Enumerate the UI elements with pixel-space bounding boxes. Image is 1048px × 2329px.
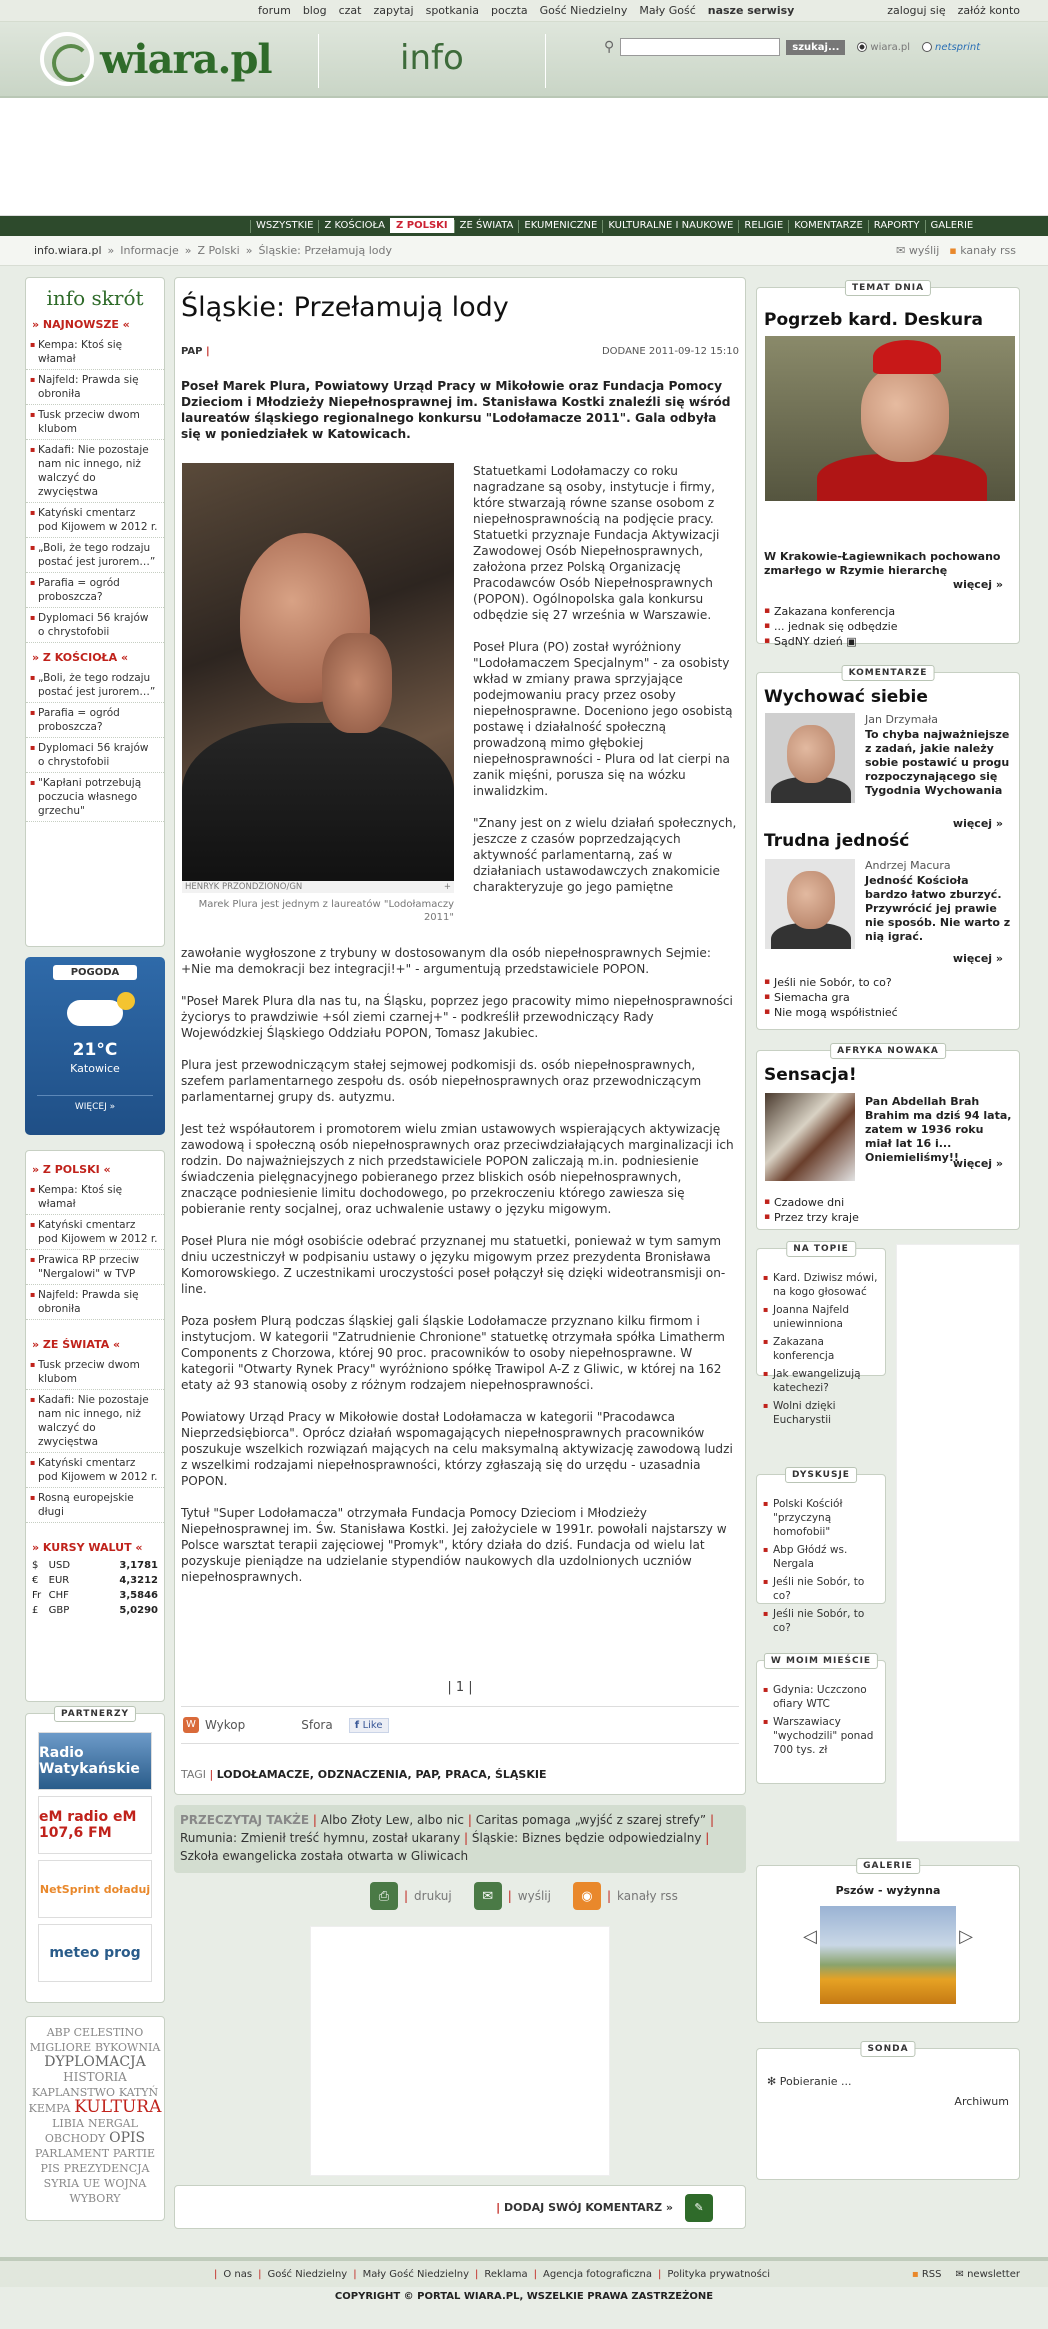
search-button[interactable]: szukaj... xyxy=(786,40,845,55)
link-blog[interactable]: blog xyxy=(302,4,327,17)
comment-author[interactable]: Andrzej Macura xyxy=(865,859,951,872)
currency-row: $ USD 3,1781 xyxy=(32,1560,158,1571)
list-item[interactable]: ▪ Rosną europejskie długi xyxy=(26,1488,164,1523)
list-item[interactable]: ▪ Nie mogą współistnieć xyxy=(764,1005,1012,1020)
search-input[interactable] xyxy=(620,38,780,56)
related-link[interactable]: Szkoła ewangelicka została otwarta w Gliwicach xyxy=(180,1849,469,1863)
temat-photo[interactable] xyxy=(765,336,1015,501)
read-also-label: PRZECZYTAJ TAKŻE xyxy=(180,1813,310,1827)
account-links xyxy=(887,4,1020,17)
site-logo[interactable] xyxy=(40,32,272,86)
pencil-icon: ✎ xyxy=(685,2194,713,2222)
sfora-button[interactable]: Sfora xyxy=(301,1718,333,1732)
facebook-icon: f xyxy=(354,1719,363,1731)
register-link[interactable]: załóż konto xyxy=(957,4,1020,17)
mail-icon: ✉ xyxy=(955,2269,968,2280)
list-item[interactable]: ▪ Tusk przeciw dwom klubom xyxy=(26,1355,164,1390)
tag-link[interactable]: BYKOWNIA xyxy=(94,2041,161,2054)
weather-more-link[interactable]: WIĘCEJ » xyxy=(37,1095,153,1112)
ze-swiata-list xyxy=(26,1355,164,1523)
footer: | O nas | Gość Niedzielny | Mały Gość Niedzielny | Reklama | Agencja fotograficzna | Polityka prywatności ▪ RSS ✉ newsletter xyxy=(0,2257,1048,2287)
list-item[interactable]: ▪ Wolni dzięki Eucharystii xyxy=(763,1397,879,1429)
footer-rss[interactable]: ▪ RSS xyxy=(911,2269,942,2280)
tag-link[interactable]: KATYŃ xyxy=(118,2086,159,2099)
list-item[interactable]: ▪ Parafia = ogród proboszcza? xyxy=(26,573,164,608)
w-moim-miescie-label: W MOIM MIEŚCIE xyxy=(764,1653,878,1669)
partners-box xyxy=(25,1709,165,2003)
tag-link[interactable]: PREZYDENCJA xyxy=(63,2162,150,2175)
partners-label: PARTNERZY xyxy=(54,1706,136,1722)
list-item[interactable]: ▪ Tusk przeciw dwom klubom xyxy=(26,405,164,440)
tag-cloud xyxy=(25,2016,165,2221)
tag-link[interactable]: PARLAMENT xyxy=(34,2147,110,2160)
article-meta: PAP | DODANE 2011-09-12 15:10 xyxy=(181,346,739,357)
crumb-home[interactable]: info.wiara.pl xyxy=(34,244,102,257)
tag-link[interactable]: KULTURA xyxy=(74,2097,162,2117)
list-item[interactable]: ▪ Siemacha gra xyxy=(764,990,1012,1005)
comment-title[interactable]: Trudna jedność xyxy=(764,831,910,851)
logo-swirl-icon xyxy=(40,32,94,86)
link-zapytaj[interactable]: zapytaj xyxy=(373,4,414,17)
list-item[interactable]: ▪ Polski Kościół "przyczyną homofobii" xyxy=(763,1495,879,1541)
ze-swiata-heading: » ZE ŚWIATA « xyxy=(32,1338,121,1351)
radio-icon xyxy=(857,42,867,52)
article-tools xyxy=(370,1882,678,1910)
spinner-icon: ✻ xyxy=(767,2075,780,2088)
list-item[interactable]: ▪ Czadowe dni xyxy=(764,1195,1012,1210)
partly-cloudy-icon xyxy=(67,1000,123,1026)
list-item[interactable]: ▪ Katyński cmentarz pod Kijowem w 2012 r. xyxy=(26,503,164,538)
list-item[interactable]: ▪ „Boli, że tego rodzaju postać jest jurorem…” xyxy=(26,668,164,703)
list-item[interactable]: ▪ SądNY dzień ▣ xyxy=(764,634,1012,649)
paragraph: Poseł Plura (PO) został wyróżniony "Lodołamaczem Specjalnym" - za osobisty wkład w zmiany prawa sprzyjające podejmowaniu pracy przez osoby niepełnosprawne. Doceniono jego osobistą postawę i działalność społeczną prowadzoną mimo głębokiej niepełnosprawności - Plura od lat cierpi na zanik mięśni, porusza się na wózku inwalidzkim. xyxy=(473,640,733,798)
article-lead: Poseł Marek Plura, Powiatowy Urząd Pracy w Mikołowie oraz Fundacja Pomocy Dzieciom i Młodzieży Niepełnosprawnej im. Stanisława Kostki znaleźli się wśród laureatów śląskiego regionalnego konkursu "Lodołamacze 2011". Gala odbyła się w poniedziałek w Katowicach. xyxy=(181,379,731,441)
send-button[interactable]: ✉ | wyślij xyxy=(474,1882,551,1910)
print-button[interactable]: ⎙ | drukuj xyxy=(370,1882,452,1910)
list-item[interactable]: ▪ Jeśli nie Sobór, to co? xyxy=(763,1605,879,1637)
tag-link[interactable]: LIBIA xyxy=(52,2117,85,2130)
paragraph: Plura jest przewodniczącym stałej sejmowej podkomisji ds. osób niepełnosprawnych, szefem parlamentarnego zespołu ds. osób niepełnosprawnych oraz przewodniczącym parlamentarnej grupy ds. autyzmu. xyxy=(181,1058,702,1104)
rss-icon: ▪ xyxy=(911,2269,922,2280)
sonda-label: SONDA xyxy=(860,2041,915,2057)
na-topie-box xyxy=(756,1244,886,1426)
login-link[interactable]: zaloguj się xyxy=(887,4,946,17)
ad-slot xyxy=(310,1926,610,2176)
tag-link[interactable]: WOJNA xyxy=(104,2177,147,2190)
tag-link[interactable]: WYBORY xyxy=(69,2192,121,2205)
temat-title[interactable]: Pogrzeb kard. Deskura xyxy=(764,310,983,330)
list-item[interactable]: ▪ Najfeld: Prawda się obroniła xyxy=(26,1285,164,1320)
article-body xyxy=(181,945,739,1601)
logo-text: wiara.pl xyxy=(100,35,272,83)
nav-z-polski[interactable]: Z POLSKI xyxy=(390,218,454,233)
tag-link[interactable]: KEMPA xyxy=(28,2102,71,2115)
afryka-box xyxy=(756,1046,1020,1230)
related-link[interactable]: Rumunia: Zmienił treść hymnu, został ukarany xyxy=(180,1831,461,1845)
afryka-more-link[interactable]: więcej » xyxy=(952,1157,1003,1170)
z-polski-heading: » Z POLSKI « xyxy=(32,1163,111,1176)
list-item[interactable]: ▪ Kard. Dziwisz mówi, na kogo głosować xyxy=(763,1269,879,1301)
sonda-box xyxy=(756,2044,1020,2180)
weather-temp: 21°C xyxy=(72,1040,118,1060)
crumb-informacje[interactable]: Informacje xyxy=(120,244,179,257)
list-item[interactable]: ▪ Przez trzy kraje xyxy=(764,1210,1012,1225)
paragraph: Poseł Plura nie mógł osobiście odebrać przyznanej mu statuetki, ponieważ w tym samym dniu uczestniczył w podpisaniu ustawy o języku migowym przez prezydenta Bronisława Komorowskiego. Z uczestnikami uroczystości poseł połączył się dzięki wideotransmisji on-line. xyxy=(181,1234,726,1296)
afryka-title[interactable]: Sensacja! xyxy=(764,1065,857,1085)
nav-religie[interactable]: RELIGIE xyxy=(738,220,788,233)
temat-more-link[interactable]: więcej » xyxy=(952,578,1003,591)
partner-meteoprog[interactable]: meteo prog xyxy=(38,1924,152,1982)
main-nav xyxy=(0,216,1048,236)
partner-radio-em[interactable]: eM radio eM 107,6 FM xyxy=(38,1796,152,1854)
paragraph: Tytuł "Super Lodołamacza" otrzymała Fundacja Pomocy Dzieciom i Młodzieży Niepełnosprawnej im. Św. Stanisława Kostki. Jej założyciele w 1991r. powołali najstarszy w Polsce warsztat terapii zajęciowej "Promyk", który działa do dziś. Fundacja od wielu lat pozyskuje pieniądze na udzielanie stypendiów naukowych dla uzdolnionych uczniów niepełnosprawnych. xyxy=(181,1506,727,1584)
na-topie-label: NA TOPIE xyxy=(786,1241,856,1257)
link-czat[interactable]: czat xyxy=(338,4,362,17)
afryka-label: AFRYKA NOWAKA xyxy=(830,1043,946,1059)
print-icon: ⎙ xyxy=(370,1882,398,1910)
footer-link[interactable]: Reklama xyxy=(484,2269,528,2280)
list-item[interactable]: ▪ Najfeld: Prawda się obroniła xyxy=(26,370,164,405)
footer-link[interactable]: Agencja fotograficzna xyxy=(542,2269,653,2280)
related-link[interactable]: Caritas pomaga „wyjść z szarej strefy” xyxy=(475,1813,707,1827)
footer-newsletter[interactable]: ✉ newsletter xyxy=(955,2269,1020,2280)
article-tags: TAGI | LODOŁAMACZE, ODZNACZENIA, PAP, PRACA, ŚLĄSKIE xyxy=(181,1768,547,1781)
search-form xyxy=(604,38,980,56)
article-title: Śląskie: Przełamują lody xyxy=(181,292,509,323)
send-link[interactable]: ✉ wyślij xyxy=(896,244,940,257)
wykop-icon: W xyxy=(183,1717,199,1733)
list-item[interactable]: ▪ Kadafi: Nie pozostaje nam nic innego, niż walczyć do zwycięstwa xyxy=(26,440,164,503)
tag-link[interactable]: HISTORIA xyxy=(63,2070,127,2084)
gallery-prev-icon[interactable]: ◁ xyxy=(803,1926,817,1947)
gallery-next-icon[interactable]: ▷ xyxy=(959,1926,973,1947)
tag-link[interactable]: OPIS xyxy=(109,2130,146,2146)
crumb-z-polski[interactable]: Z Polski xyxy=(197,244,240,257)
related-link[interactable]: Albo Złoty Lew, albo nic xyxy=(320,1813,464,1827)
tag-link[interactable]: PARTIE xyxy=(112,2147,156,2160)
article xyxy=(174,277,746,1795)
currency-row: Fr CHF 3,5846 xyxy=(32,1590,158,1601)
tag-link[interactable]: SYRIA xyxy=(43,2177,80,2190)
currency-row: € EUR 4,3212 xyxy=(32,1575,158,1586)
nav-galerie[interactable]: GALERIE xyxy=(925,220,979,233)
info-skrot-title: info skrót xyxy=(46,286,144,310)
galerie-label: GALERIE xyxy=(856,1858,920,1874)
list-item[interactable]: ▪ Jak ewangelizują katechezi? xyxy=(763,1365,879,1397)
nav-wszystkie[interactable]: WSZYSTKIE xyxy=(250,220,318,233)
skyscraper-ad xyxy=(896,1244,1020,1842)
site-header xyxy=(0,22,1048,98)
paragraph: Powiatowy Urząd Pracy w Mikołowie dostał Lodołamacza w kategorii "Pracodawca Nieprzedsiębiorca". Oprócz działań wspomagających niepełnosprawnych pracowników poszukuje wszelkich rozwiązań mających na celu maksymalną aktywizację zawodową ludzi z wszelkimi rodzajami niepełnosprawności, którzy zgłaszają się do urzędu - uzasadnia POPON. xyxy=(181,1410,733,1488)
paragraph: Jest też współautorem i promotorem wielu zmian ustawowych wspierających aktywizację zawodową i społeczną osób niepełnosprawnych oraz przeciwdziałających marginalizacji ich rodzin. Do najważniejszych z nich przedstawiciele POPON zaliczają m.in. podniesienie świadczenia pielęgnacyjnego pobieranego przez bliskich osób niepełnosprawnych, znaczące podniesienie limitu dochodowego, po przekroczeniu którego zawiesza się pobieranie renty socjalnej, oraz uchwalenie ustawy o języku migowym. xyxy=(181,1122,734,1216)
list-item[interactable]: ▪ Jeśli nie Sobór, to co? xyxy=(763,1573,879,1605)
footer-link[interactable]: Polityka prywatności xyxy=(667,2269,771,2280)
author-photo[interactable] xyxy=(765,713,855,803)
list-item[interactable]: ▪ "Kapłani potrzebują poczucia własnego grzechu" xyxy=(26,773,164,822)
paragraph: Poza posłem Plurą podczas śląskiej gali śląskie Lodołamacze przyznano kilku firmom i instytucjom. W kategorii "Zatrudnienie Chronione" statuetkę otrzymała spółka Limatherm Components z Chorzowa, której 90 proc. pracowników to osoby niepełnosprawne. W kategorii "Otwarty Rynek Pracy" wyróżniono spółkę Trawipol A-Z z Gliwic, w której na 162 etaty aż 93 stanowią osoby z różnym rodzajem niepełnosprawności. xyxy=(181,1314,725,1392)
z-kosciola-heading: » Z KOŚCIOŁA « xyxy=(32,651,129,664)
info-skrot-box xyxy=(25,277,165,947)
tag-link[interactable]: UE xyxy=(82,2177,101,2190)
left-news-box xyxy=(25,1150,165,1702)
top-ad-banner xyxy=(0,98,1048,216)
paragraph: "Znany jest on z wielu działań społecznych, jeszcze z czasów poprzedzających aktywność parlamentarną, zaś w działaniach ustawodawczych znakomicie charakteryzuje go jego pamiętne xyxy=(473,816,737,894)
link-nasze-serwisy[interactable]: nasze serwisy xyxy=(707,4,795,17)
z-kosciola-list xyxy=(26,668,164,822)
komentarze-label: KOMENTARZE xyxy=(842,665,935,681)
komentarze-links xyxy=(764,975,1012,1020)
weather-widget[interactable] xyxy=(25,957,165,1135)
z-polski-list xyxy=(26,1180,164,1320)
list-item[interactable]: ▪ Katyński cmentarz pod Kijowem w 2012 r. xyxy=(26,1453,164,1488)
breadcrumb: info.wiara.pl » Informacje » Z Polski » Śląskie: Przełamują lody ✉ wyślij ▪ kanały rss xyxy=(0,236,1048,266)
tag-link[interactable]: NERGAL xyxy=(87,2117,138,2130)
weather-city: Katowice xyxy=(70,1062,120,1075)
list-item[interactable]: ▪ Warszawiacy "wychodzili" ponad 700 tys. zł xyxy=(763,1713,879,1759)
waluty-heading: » KURSY WALUT « xyxy=(32,1541,143,1554)
paragraph: Statuetkami Lodołamaczy co roku nagradzane są osoby, instytucje i firmy, które stwarzają równe szanse osobom z niepełnosprawnością na podjęcie pracy. Statuetki przyznaje Fundacja Aktywizacji Zawodowej Osób Niepełnosprawnych, założona przez Polską Organizację Pracodawców Osób Niepełnosprawnych (POPON). Ogólnopolska gala konkursu odbędzie się 27 września w Warszawie. xyxy=(473,464,720,622)
comment-author[interactable]: Jan Drzymała xyxy=(865,713,939,726)
mail-icon: ✉ xyxy=(474,1882,502,1910)
weather-label: POGODA xyxy=(53,965,137,980)
afryka-text: Pan Abdellah Brah Brahim ma dziś 94 lata, zatem w 1936 roku miał lat 16 i... Oniemieliśmy!! xyxy=(865,1095,1012,1164)
tags-list[interactable]: LODOŁAMACZE, ODZNACZENIA, PAP, PRACA, ŚLĄSKIE xyxy=(216,1768,547,1781)
list-item[interactable]: ▪ Abp Głódź ws. Nergala xyxy=(763,1541,879,1573)
list-item[interactable]: ▪ Jeśli nie Sobór, to co? xyxy=(764,975,1012,990)
comment-more-link[interactable]: więcej » xyxy=(952,817,1003,830)
pagination: | 1 | xyxy=(447,1680,473,1695)
list-item[interactable]: ▪ Kempa: Ktoś się włamał xyxy=(26,1180,164,1215)
add-comment-label: DODAJ SWÓJ KOMENTARZ » xyxy=(504,2201,673,2214)
list-item[interactable]: ▪ Gdynia: Uczczono ofiary WTC xyxy=(763,1681,879,1713)
link-poczta[interactable]: poczta xyxy=(491,4,528,17)
rss-icon: ◉ xyxy=(573,1882,601,1910)
tag-link[interactable]: KAPLANSTWO xyxy=(31,2086,115,2099)
search-icon: ⚲ xyxy=(604,39,615,55)
tag-link[interactable]: ABP CELESTINO xyxy=(46,2026,144,2039)
rss-icon: ▪ xyxy=(949,244,961,257)
search-option-wiara[interactable]: wiara.pl xyxy=(857,42,910,53)
link-spotkania[interactable]: spotkania xyxy=(425,4,480,17)
temat-caption: W Krakowie-Łagiewnikach pochowano zmarłego w Rzymie hierarchę xyxy=(764,550,1001,577)
footer-link[interactable]: Gość Niedzielny xyxy=(267,2269,348,2280)
author-photo[interactable] xyxy=(765,859,855,949)
gallery-title[interactable]: Pszów - wyżynna xyxy=(835,1884,941,1897)
list-item[interactable]: ▪ ... jednak się odbędzie xyxy=(764,619,1012,634)
related-link[interactable]: Śląskie: Biznes będzie odpowiedzialny xyxy=(471,1831,702,1845)
photo-credit: HENRYK PRZONDZIONO/GN + xyxy=(182,881,454,893)
article-source: PAP xyxy=(181,346,203,357)
section-title: info xyxy=(400,38,464,78)
komentarze-box xyxy=(756,668,1020,1030)
sonda-archive-link[interactable]: Archiwum xyxy=(954,2095,1009,2108)
enlarge-icon[interactable]: + xyxy=(443,882,451,892)
currency-row: £ GBP 5,0290 xyxy=(32,1605,158,1616)
temat-links xyxy=(764,604,1012,649)
list-item[interactable]: ▪ Katyński cmentarz pod Kijowem w 2012 r. xyxy=(26,1215,164,1250)
radio-icon xyxy=(922,42,932,52)
currency-table xyxy=(26,1558,164,1618)
link-forum[interactable]: forum xyxy=(258,4,291,17)
crumb-current: Śląskie: Przełamują lody xyxy=(258,244,392,257)
list-item[interactable]: ▪ „Boli, że tego rodzaju postać jest jurorem…” xyxy=(26,538,164,573)
dyskusje-label: DYSKUSJE xyxy=(785,1467,857,1483)
tag-link[interactable]: MIGLIORE xyxy=(29,2041,92,2054)
top-bar xyxy=(0,0,1048,22)
nav-ekumeniczne[interactable]: EKUMENICZNE xyxy=(518,220,602,233)
list-item[interactable]: ▪ Kadafi: Nie pozostaje nam nic innego, niż walczyć do zwycięstwa xyxy=(26,1390,164,1453)
comment-excerpt: To chyba najważniejsze z zadań, jakie należy sobie postawić u progu rozpoczynającego się Tygodnia Wychowania xyxy=(865,728,1010,797)
link-gosc[interactable]: Gość Niedzielny xyxy=(539,4,628,17)
footer-link[interactable]: O nas xyxy=(223,2269,253,2280)
link-maly-gosc[interactable]: Mały Gość xyxy=(639,4,696,17)
list-item[interactable]: ▪ Zakazana konferencja xyxy=(764,604,1012,619)
camera-icon: ▣ xyxy=(846,635,857,648)
comment-more-link[interactable]: więcej » xyxy=(952,952,1003,965)
partner-netsprint[interactable]: NetSprint doładuj xyxy=(38,1860,152,1918)
nav-z-kosciola[interactable]: Z KOŚCIOŁA xyxy=(318,220,390,233)
najnowsze-heading: » NAJNOWSZE « xyxy=(32,318,130,331)
w-moim-miescie-box xyxy=(756,1656,886,1784)
mail-icon: ✉ xyxy=(896,244,909,257)
comment-title[interactable]: Wychować siebie xyxy=(764,687,928,707)
tag-link[interactable]: PIS xyxy=(40,2162,60,2175)
tag-link[interactable]: DYPLOMACJA xyxy=(44,2054,146,2070)
najnowsze-list xyxy=(26,335,164,643)
afryka-photo[interactable] xyxy=(765,1093,855,1181)
temat-dnia-label: TEMAT DNIA xyxy=(845,280,931,296)
top-links xyxy=(258,4,794,17)
list-item[interactable]: ▪ Kempa: Ktoś się włamał xyxy=(26,335,164,370)
copyright: COPYRIGHT © PORTAL WIARA.PL, WSZELKIE PRAWA ZASTRZEŻONE xyxy=(0,2287,1048,2329)
list-item[interactable]: ▪ Prawica RP przeciw "Nergalowi" w TVP xyxy=(26,1250,164,1285)
list-item[interactable]: ▪ Dyplomaci 56 krajów o chrystofobii xyxy=(26,738,164,773)
add-comment-bar[interactable]: | DODAJ SWÓJ KOMENTARZ » ✎ xyxy=(174,2185,746,2229)
tag-link[interactable]: OBCHODY xyxy=(44,2132,106,2145)
page-number[interactable]: 1 xyxy=(455,1680,465,1695)
wykop-button[interactable]: W Wykop xyxy=(183,1717,245,1733)
facebook-like-button[interactable]: f Like xyxy=(349,1718,389,1733)
nav-raporty[interactable]: RAPORTY xyxy=(868,220,925,233)
nav-komentarze[interactable]: KOMENTARZE xyxy=(788,220,868,233)
list-item[interactable]: ▪ Zakazana konferencja xyxy=(763,1333,879,1365)
afryka-links xyxy=(764,1195,1012,1225)
article-body-wrap xyxy=(473,463,737,895)
article-date: DODANE 2011-09-12 15:10 xyxy=(601,346,739,357)
header-divider xyxy=(545,34,546,88)
list-item[interactable]: ▪ Dyplomaci 56 krajów o chrystofobii xyxy=(26,608,164,643)
photo-caption: Marek Plura jest jednym z laureatów "Lodołamaczy 2011" xyxy=(198,899,454,923)
nav-ze-swiata[interactable]: ZE ŚWIATA xyxy=(454,220,519,233)
rss-button[interactable]: ◉ | kanały rss xyxy=(573,1882,678,1910)
article-photo[interactable] xyxy=(182,463,454,881)
sonda-loading: ✻ Pobieranie ... xyxy=(767,2075,852,2088)
dyskusje-box xyxy=(756,1470,886,1634)
rss-link[interactable]: ▪ kanały rss xyxy=(949,244,1016,257)
footer-link[interactable]: Mały Gość Niedzielny xyxy=(362,2269,470,2280)
comment-excerpt: Jedność Kościoła bardzo łatwo zburzyć. Przywrócić jej prawie nie sposób. Nie warto z nią igrać. xyxy=(865,874,1011,943)
header-divider xyxy=(318,34,319,88)
search-option-netsprint[interactable]: netsprint xyxy=(922,42,980,53)
list-item[interactable]: ▪ Joanna Najfeld uniewinniona xyxy=(763,1301,879,1333)
partner-radio-watykanskie[interactable]: Radio Watykańskie xyxy=(38,1732,152,1790)
share-bar xyxy=(181,1706,739,1744)
temat-dnia-box xyxy=(756,283,1020,648)
list-item[interactable]: ▪ Parafia = ogród proboszcza? xyxy=(26,703,164,738)
paragraph: zawołanie wygłoszone z trybuny w dostosowanym dla osób niepełnosprawnych Sejmie: +Nie ma demokracji bez integracji!+" - argumentują przedstawiciele POPON. xyxy=(181,946,711,976)
paragraph: "Poseł Marek Plura dla nas tu, na Śląsku, poprzez jego pracowity mimo niepełnosprawności życiorys to prawdziwie +sól ziemi czarnej+" - podkreślił przewodniczący Rady Wojewódzkiej Śląskiego Oddziału POPON, Tomasz Jakubiec. xyxy=(181,994,733,1040)
nav-kulturalne[interactable]: KULTURALNE I NAUKOWE xyxy=(602,220,738,233)
gallery-photo[interactable] xyxy=(820,1906,956,2004)
read-also-box: PRZECZYTAJ TAKŻE | Albo Złoty Lew, albo nic | Caritas pomaga „wyjść z szarej strefy” | Rumunia: Zmienił treść hymnu, został ukarany | Śląskie: Biznes będzie odpowiedzialny | Szkoła ewangelicka została otwarta w Gliwicach xyxy=(174,1805,746,1873)
